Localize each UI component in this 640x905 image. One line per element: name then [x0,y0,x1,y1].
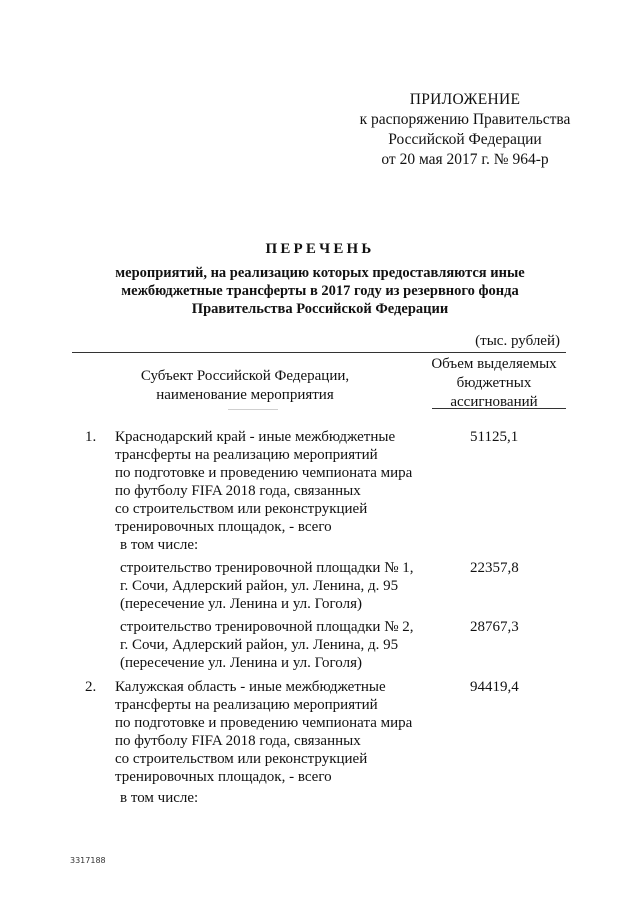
appendix-line-3: от 20 мая 2017 г. № 964-р [381,151,549,168]
sub-item-value: 22357,8 [470,560,519,576]
column-header-amount-line-1: Объем выделяемых [431,356,557,372]
table-top-rule [72,352,566,353]
row-value: 51125,1 [470,429,519,445]
appendix-line-2: Российской Федерации [388,131,542,148]
row-value: 94419,4 [470,679,519,695]
row-text: Краснодарский край - иные межбюджетные трансферты на реализацию мероприятий по подготовке и проведению чемпионата мира по футболу FIFA 2018 года, связанных со строительством или реконструкцией тренировочных площадок, - всего [115,429,413,535]
column-header-amount [424,355,564,412]
title-line-3: Правительства Российской Федерации [191,301,449,317]
row-text: Калужская область - иные межбюджетные трансферты на реализацию мероприятий по подготовке и проведению чемпионата мира по футболу FIFA 2018 года, связанных со строительством или реконструкцией тренировочных площадок, - всего [115,679,413,785]
title-line-1: мероприятий, на реализацию которых предоставляются иные [115,265,525,281]
appendix-line-1: к распоряжению Правительства [359,111,571,128]
faint-rule [228,409,278,410]
column-header-subject-line-1: Субъект Российской Федерации, [140,368,350,384]
row-number: 2. [85,679,97,695]
column-header-amount-line-3: ассигнований [450,394,538,410]
sub-item-value: 28767,3 [470,619,519,635]
column-header-subject-line-2: наименование мероприятия [156,387,334,403]
appendix-heading: ПРИЛОЖЕНИЕ [409,91,521,108]
amount-header-rule [432,408,566,409]
including-label: в том числе: [120,790,199,806]
column-header-amount-line-2: бюджетных [456,375,532,391]
appendix-block [340,90,590,170]
column-header-subject [120,367,370,405]
sub-item-text: строительство тренировочной площадки № 2, г. Сочи, Адлерский район, ул. Ленина, д. 95 (пересечение ул. Ленина и ул. Гоголя) [120,619,414,671]
document-title [70,240,570,318]
row-number: 1. [85,429,97,445]
sub-item-text: строительство тренировочной площадки № 1, г. Сочи, Адлерский район, ул. Ленина, д. 95 (пересечение ул. Ленина и ул. Гоголя) [120,560,414,612]
footer-code: 3317188 [70,856,106,865]
title-line-2: межбюджетные трансферты в 2017 году из резервного фонда [121,283,519,299]
unit-label: (тыс. рублей) [475,333,560,349]
title-word: ПЕРЕЧЕНЬ [265,241,375,257]
including-label: в том числе: [120,537,199,553]
